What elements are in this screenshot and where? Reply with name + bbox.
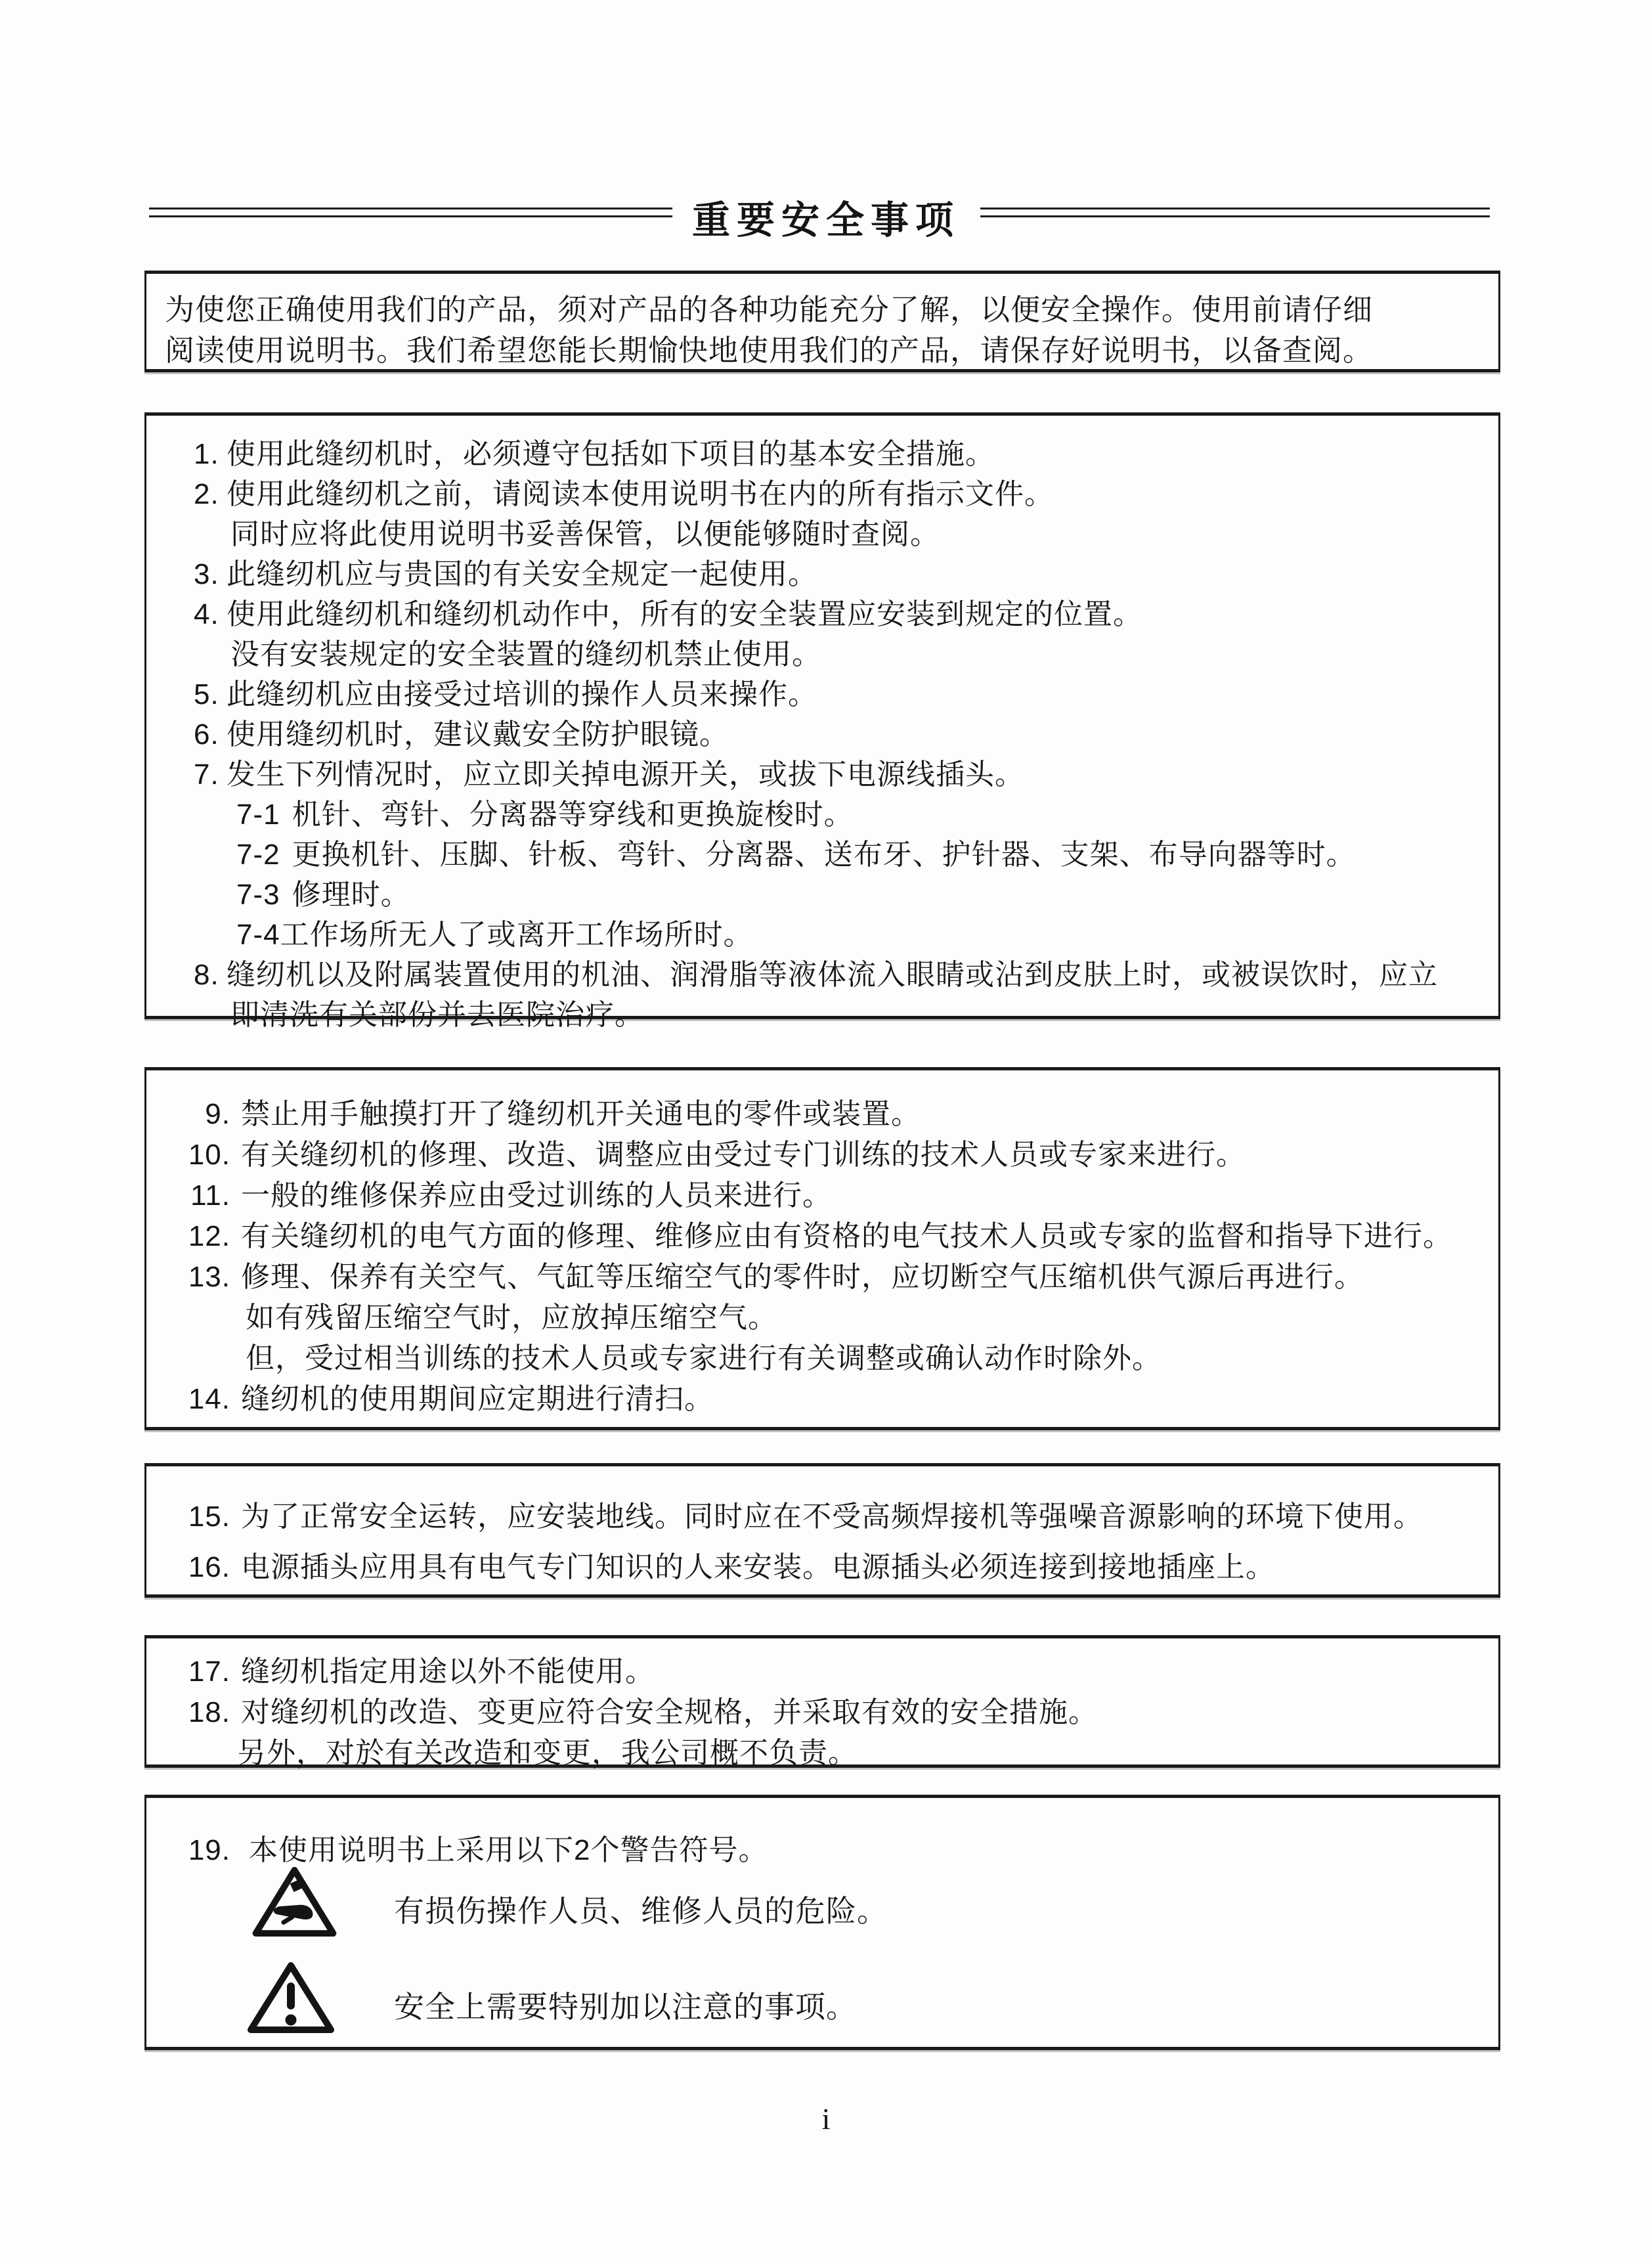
item-text: 有关缝纫机的修理、改造、调整应由受过专门训练的技术人员或专家来进行。 — [241, 1139, 1246, 1171]
safety-subitem — [146, 835, 1498, 875]
safety-item — [146, 1652, 1498, 1692]
safety-item-continuation — [146, 1338, 1498, 1379]
warning-symbols-box — [144, 1795, 1500, 2050]
item-text: 使用此缝纫机之前，请阅读本使用说明书在内的所有指示文件。 — [227, 478, 1054, 510]
item-text: 使用此缝纫机时，必须遵守包括如下项目的基本安全措施。 — [227, 438, 995, 470]
item-number: 7-3 — [236, 879, 280, 911]
item-number: 7-2 — [236, 839, 280, 871]
item-number: 2. — [194, 478, 219, 510]
item-text: 如有残留压缩空气时，应放掉压缩空气。 — [246, 1302, 777, 1334]
item-text: 即清洗有关部份并去医院治疗。 — [230, 999, 644, 1031]
item-number: 3. — [194, 558, 219, 590]
safety-item — [146, 554, 1498, 594]
safety-item — [146, 434, 1498, 474]
item-number: 18. — [188, 1696, 230, 1728]
item-number: 1. — [194, 438, 219, 470]
safety-item — [146, 755, 1498, 795]
item-number: 6. — [194, 718, 219, 751]
safety-item — [146, 955, 1498, 995]
item-number: 16. — [188, 1551, 230, 1583]
item-text: 本使用说明书上采用以下2个警告符号。 — [249, 1834, 768, 1866]
item-number: 12. — [188, 1220, 230, 1252]
item-text: 同时应将此使用说明书妥善保管，以便能够随时查阅。 — [230, 518, 940, 550]
caution-exclamation-icon — [246, 1961, 336, 2034]
title-rule-right — [980, 208, 1490, 217]
item-number: 19. — [188, 1834, 230, 1866]
item-text: 另外，对於有关改造和变更，我公司概不负责。 — [237, 1737, 858, 1769]
usage-safety-box — [144, 1635, 1500, 1768]
page-title: 重要安全事项 — [691, 199, 960, 242]
safety-item-continuation — [146, 995, 1498, 1035]
item-number: 11. — [190, 1179, 230, 1212]
safety-item — [146, 594, 1498, 634]
needle-injury-icon — [251, 1866, 338, 1938]
item-text: 有关缝纫机的电气方面的修理、维修应由有资格的电气技术人员或专家的监督和指导下进行。 — [241, 1220, 1452, 1252]
item-text: 使用缝纫机时，建议戴安全防护眼镜。 — [227, 718, 729, 751]
item-text: 机针、弯针、分离器等穿线和更换旋梭时。 — [292, 799, 854, 831]
safety-item — [146, 1542, 1498, 1592]
item-text: 此缝纫机应由接受过培训的操作人员来操作。 — [227, 678, 817, 711]
safety-subitem — [146, 875, 1498, 915]
item-text: 使用此缝纫机和缝纫机动作中，所有的安全装置应安装到规定的位置。 — [227, 598, 1142, 630]
item-text: 对缝纫机的改造、变更应符合安全规格，并采取有效的安全措施。 — [241, 1696, 1098, 1728]
safety-item-continuation — [146, 514, 1498, 554]
item-text: 发生下列情况时，应立即关掉电源开关，或拔下电源线插头。 — [227, 758, 1024, 791]
warning-description: 安全上需要特别加以注意的事项。 — [394, 1990, 857, 2024]
safety-item — [146, 1094, 1498, 1135]
safety-item — [146, 474, 1498, 514]
page-number: i — [821, 2102, 831, 2136]
item-text: 为了正常安全运转，应安装地线。同时应在不受高频焊接机等强噪音源影响的环境下使用。 — [241, 1501, 1423, 1533]
item-text: 电源插头应用具有电气专门知识的人来安装。电源插头必须连接到接地插座上。 — [241, 1551, 1275, 1583]
item-number: 15. — [188, 1501, 230, 1533]
safety-item — [146, 1257, 1498, 1298]
safety-item — [146, 1491, 1498, 1542]
safety-item — [146, 1135, 1498, 1175]
power-safety-box — [144, 1463, 1500, 1598]
intro-line: 为使您正确使用我们的产品，须对产品的各种功能充分了解，以便安全操作。使用前请仔细 — [165, 293, 1374, 326]
item-number: 7-1 — [236, 799, 280, 831]
safety-item — [146, 1692, 1498, 1733]
item-number: 8. — [194, 959, 219, 991]
item-text: 禁止用手触摸打开了缝纫机开关通电的零件或装置。 — [241, 1098, 921, 1130]
safety-item — [146, 1826, 768, 1868]
safety-item-continuation — [146, 1733, 1498, 1774]
safety-item-continuation — [146, 634, 1498, 674]
safety-item — [146, 1216, 1498, 1257]
item-text: 缝纫机以及附属装置使用的机油、润滑脂等液体流入眼睛或沾到皮肤上时，或被误饮时，应立 — [227, 959, 1438, 991]
safety-subitem — [146, 915, 1498, 955]
item-text: 缝纫机指定用途以外不能使用。 — [241, 1655, 655, 1688]
item-text: 此缝纫机应与贵国的有关安全规定一起使用。 — [227, 558, 817, 590]
item-number: 7. — [194, 758, 219, 791]
item-text: 缝纫机的使用期间应定期进行清扫。 — [241, 1383, 714, 1415]
intro-box — [144, 271, 1500, 372]
service-safety-box — [144, 1067, 1500, 1430]
safety-item — [146, 1379, 1498, 1420]
basic-safety-box — [144, 412, 1500, 1031]
safety-item — [146, 674, 1498, 714]
item-number: 5. — [194, 678, 219, 711]
item-text: 工作场所无人了或离开工作场所时。 — [280, 919, 753, 951]
item-number: 10. — [188, 1139, 230, 1171]
item-number: 4. — [194, 598, 219, 630]
safety-item — [146, 714, 1498, 755]
item-text: 但，受过相当训练的技术人员或专家进行有关调整或确认动作时除外。 — [246, 1342, 1162, 1374]
item-number: 14. — [188, 1383, 230, 1415]
item-text: 更换机针、压脚、针板、弯针、分离器、送布牙、护针器、支架、布导向器等时。 — [292, 839, 1356, 871]
intro-line: 阅读使用说明书。我们希望您能长期愉快地使用我们的产品，请保存好说明书，以备查阅。 — [165, 334, 1374, 367]
item-number: 9. — [205, 1098, 230, 1130]
item-text: 没有安装规定的安全装置的缝纫机禁止使用。 — [230, 638, 821, 670]
item-text: 修理、保养有关空气、气缸等压缩空气的零件时，应切断空气压缩机供气源后再进行。 — [241, 1261, 1364, 1293]
item-text: 一般的维修保养应由受过训练的人员来进行。 — [241, 1179, 832, 1212]
warning-description: 有损伤操作人员、维修人员的危险。 — [394, 1894, 888, 1928]
item-text: 修理时。 — [292, 879, 410, 911]
safety-item — [146, 1175, 1498, 1216]
item-number: 7-4 — [236, 919, 280, 951]
safety-subitem — [146, 795, 1498, 835]
safety-item-continuation — [146, 1298, 1498, 1338]
item-number: 13. — [188, 1261, 230, 1293]
item-number: 17. — [188, 1655, 230, 1688]
